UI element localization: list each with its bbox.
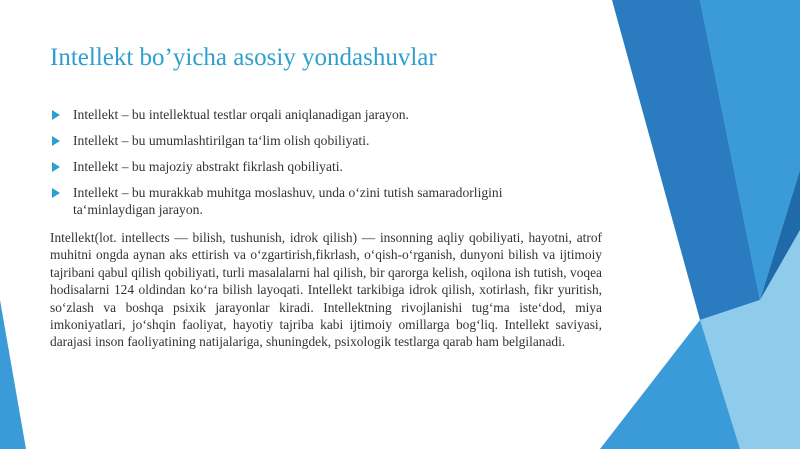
bullet-arrow-icon [52, 162, 60, 172]
bullet-text: Intellekt – bu majoziy abstrakt fikrlash qobiliyati. [73, 159, 343, 174]
bullet-item [50, 158, 570, 175]
bullet-text: Intellekt – bu umumlashtirilgan ta‘lim olish qobiliyati. [73, 133, 370, 148]
bullet-list [50, 106, 570, 227]
bullet-arrow-icon [52, 136, 60, 146]
bullet-item [50, 132, 570, 149]
bullet-item [50, 106, 570, 123]
left-edge-stripe [0, 300, 26, 449]
bullet-arrow-icon [52, 110, 60, 120]
slide-title: Intellekt bo’yicha asosiy yondashuvlar [50, 44, 437, 71]
bullet-arrow-icon [52, 188, 60, 198]
bullet-text: Intellekt – bu intellektual testlar orqali aniqlanadigan jarayon. [73, 107, 409, 122]
bullet-text: Intellekt – bu murakkab muhitga moslashuv, unda o‘zini tutish samaradorligini ta‘minlaydigan jarayon. [73, 185, 503, 217]
bullet-item [50, 184, 570, 218]
body-paragraph: Intellekt(lot. intellects — bilish, tushunish, idrok qilish) — insonning aqliy qobiliyati, hayotni, atrof muhitni ongda aynan aks ettirish va o‘zgartirish,fikrlash, o‘qish-o‘rganish, dunyoni bilish va ijtimoiy tajribani qabul qilish qobiliyati, turli masalalarni hal qilish, bir qarorga kelish, oqilona ish tutish, voqea hodisalarni 124 oldindan ko‘ra bilish layoqati. Intellekt tarkibiga idrok qilish, xotirlash, fikr yuritish, so‘zlash va boshqa psixik jarayonlar kiradi. Intellektning rivojlanishi tug‘ma iste‘dod, miya imkoniyatlari, jo‘shqin faoliyat, hayotiy tajriba kabi ijtimoiy omillarga bog‘liq. Intellekt saviyasi, darajasi inson faoliyatining natijalariga, shuningdek, psixologik testlarga qarab ham belgilanadi. [50, 230, 602, 350]
